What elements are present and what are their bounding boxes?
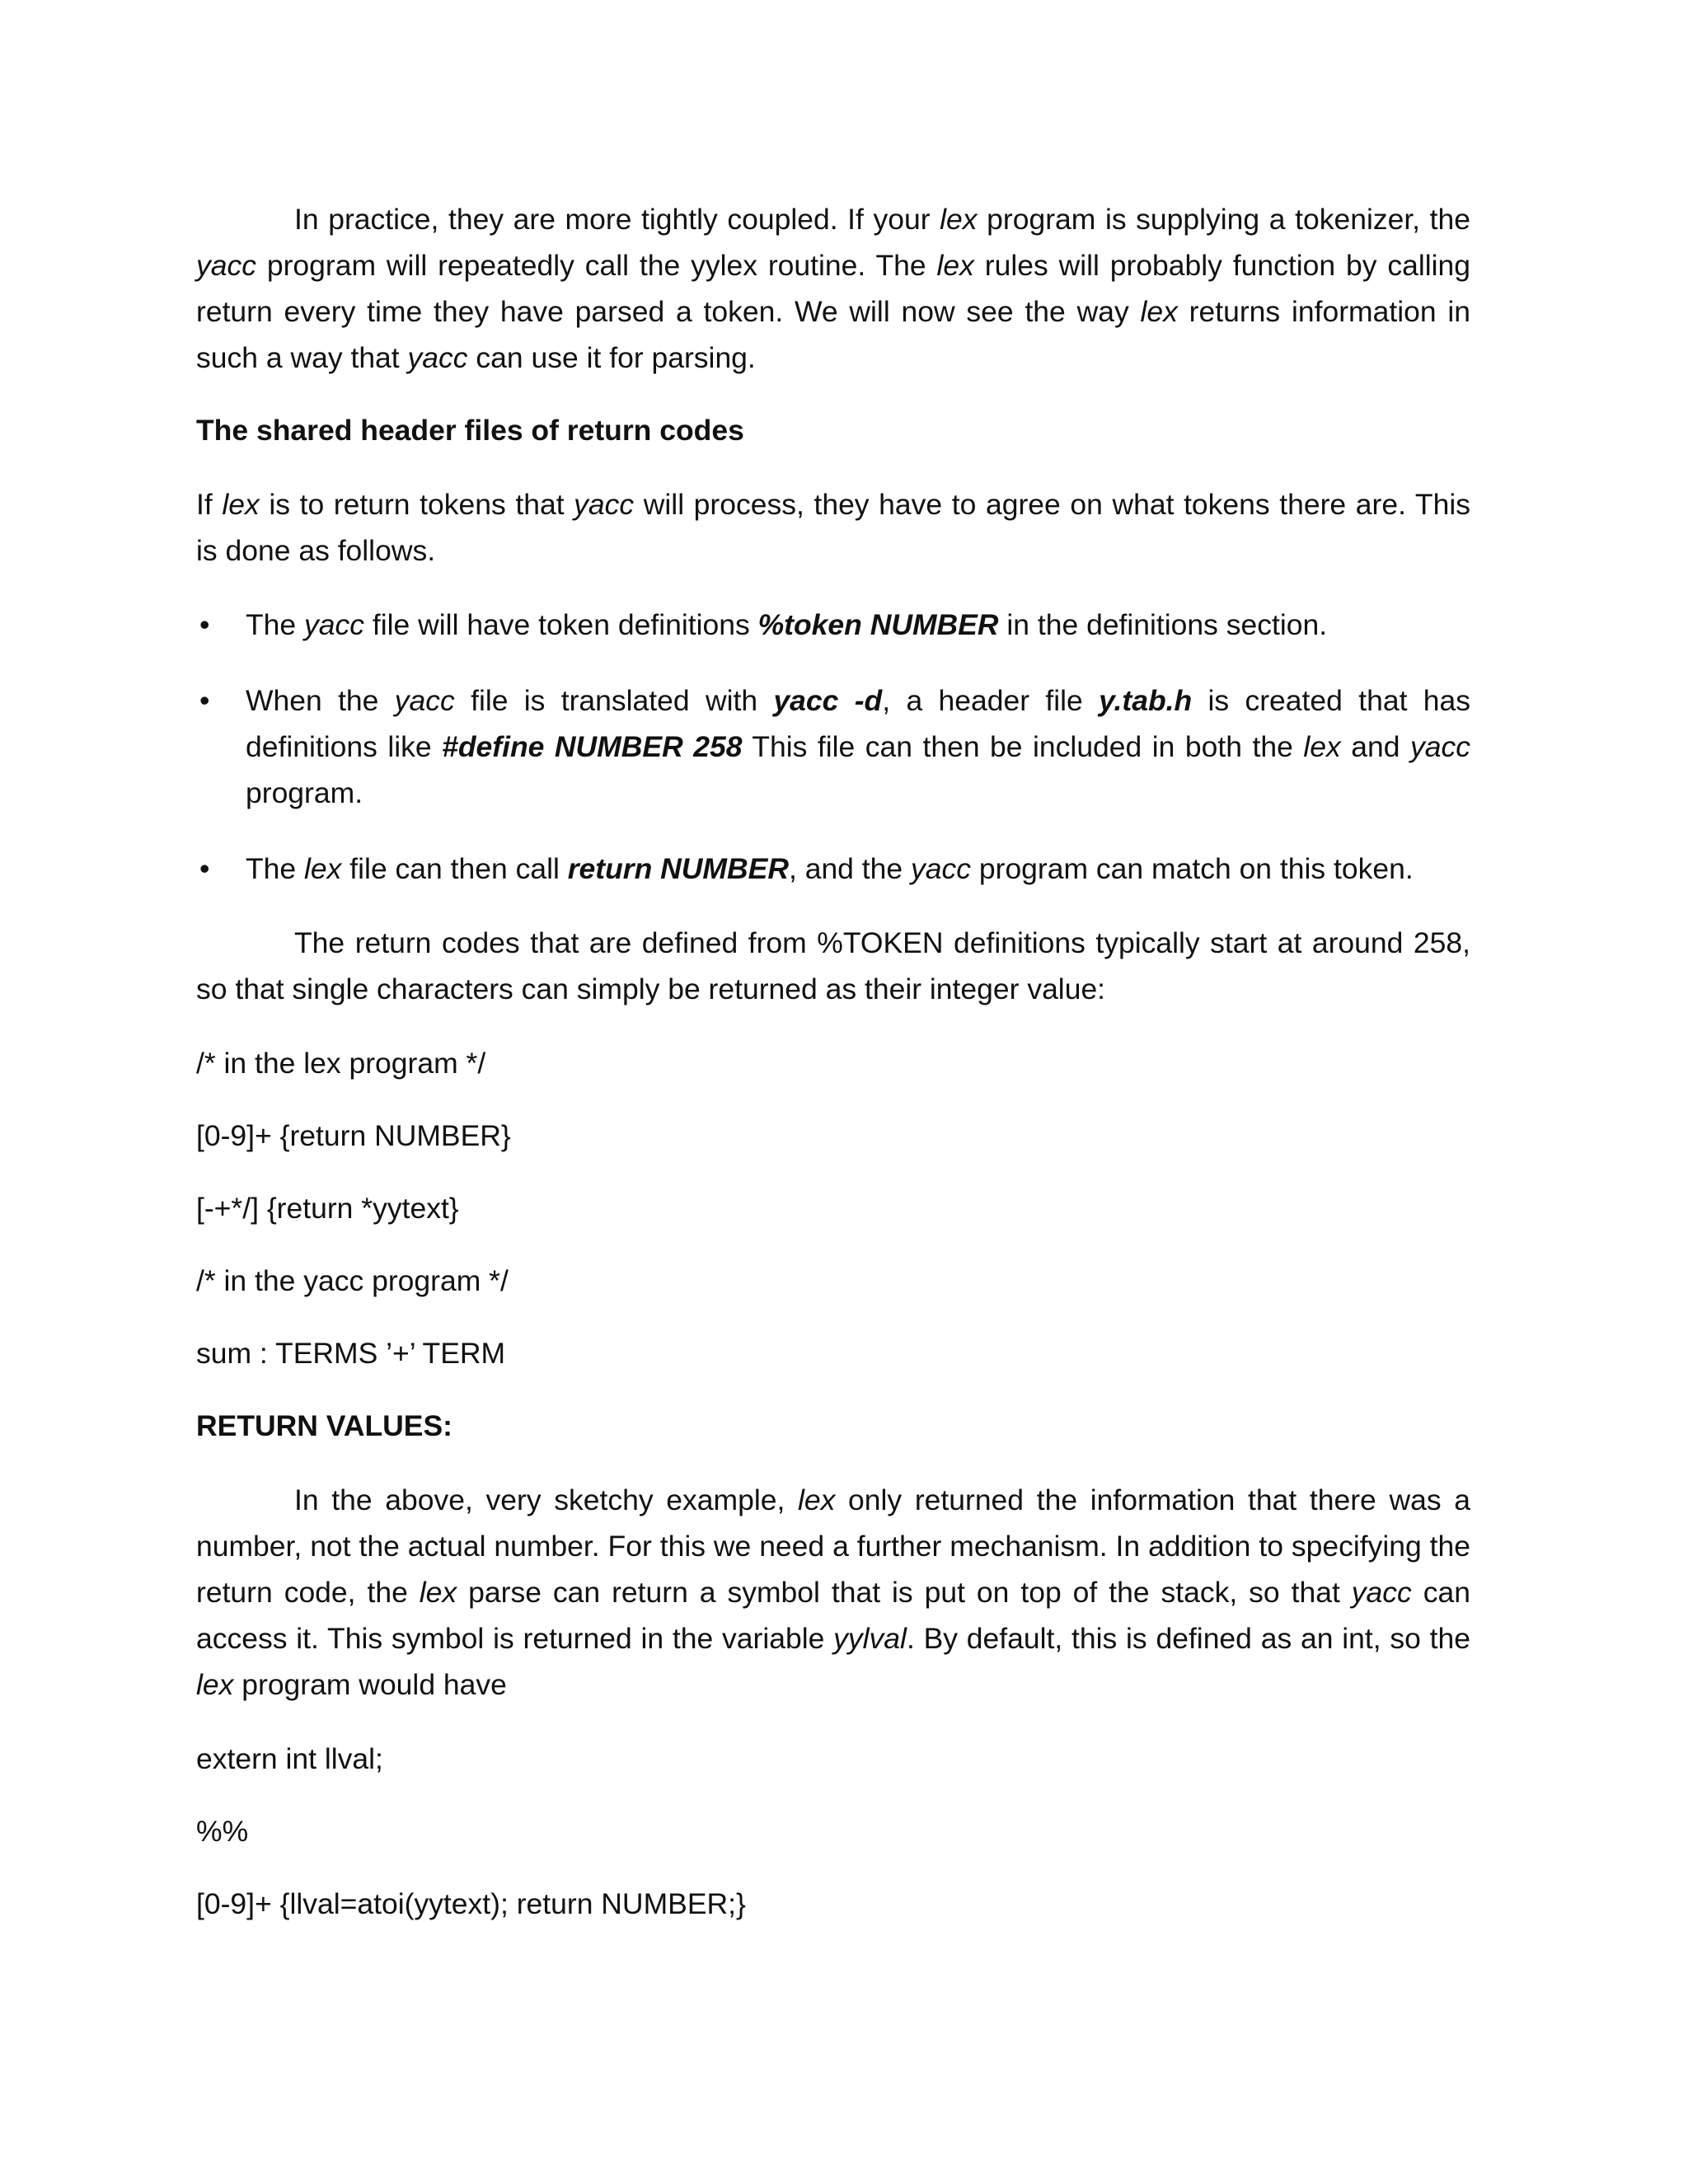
bullet-list [196, 602, 1470, 892]
return-codes-paragraph: The return codes that are defined from %TOKEN definitions typically start at around 258, so that single characters can simply be returned as their integer value: [196, 926, 1470, 1005]
list-item: • When the yacc file is translated with yacc -d, a header file y.tab.h is created that has definitions like #define NUMBER 258 This file can then be included in both the lex and yacc program. [196, 677, 1470, 816]
intro-paragraph: In practice, they are more tightly coupled. If your lex program is supplying a tokenizer, the yacc program will repeatedly call the yylex routine. The lex rules will probably function by calling return every time they have parsed a token. We will now see the way lex returns information in such a way that yacc can use it for parsing. [196, 203, 1470, 374]
yacc-term: yacc [1351, 1576, 1412, 1609]
code-line: extern int llval; [196, 1742, 383, 1775]
list-item: • The yacc file will have token definitions %token NUMBER in the definitions section. [196, 602, 1470, 648]
code-line: %% [196, 1815, 249, 1848]
lex-term: lex [936, 249, 974, 282]
code-line: [0-9]+ {return NUMBER} [196, 1119, 511, 1152]
lex-term: lex [419, 1576, 457, 1609]
lex-term: lex [304, 852, 342, 885]
section-heading-shared-header: The shared header files of return codes [196, 414, 744, 447]
yacc-term: yacc [911, 852, 972, 885]
lex-term: lex [196, 1668, 234, 1701]
code-line: sum : TERMS ’+’ TERM [196, 1337, 506, 1370]
code-line: /* in the lex program */ [196, 1047, 486, 1080]
yacc-term: yacc [407, 341, 468, 374]
bullet-icon: • [199, 852, 210, 885]
code-line: [0-9]+ {llval=atoi(yytext); return NUMBER;} [196, 1887, 746, 1920]
code-line: /* in the yacc program */ [196, 1264, 509, 1297]
lex-term: lex [222, 488, 260, 521]
header-file-name: y.tab.h [1099, 684, 1193, 717]
yacc-term: yacc [304, 608, 365, 641]
define-code: #define NUMBER 258 [442, 730, 743, 763]
return-values-paragraph: In the above, very sketchy example, lex only returned the information that there was a number, not the actual number. For this we need a further mechanism. In addition to specifying the return code, the lex parse can return a symbol that is put on top of the stack, so that yacc can access it. This symbol is returned in the variable yylval. By default, this is defined as an int, so the lex program would have [196, 1483, 1470, 1701]
list-item: • The lex file can then call return NUMBER, and the yacc program can match on this token. [196, 846, 1470, 892]
lex-term: lex [797, 1483, 836, 1516]
bullet-icon: • [199, 684, 210, 717]
yacc-term: yacc [196, 249, 256, 282]
token-code: %token NUMBER [757, 608, 999, 641]
yylval-term: yylval [833, 1622, 907, 1655]
yacc-term: yacc [394, 684, 455, 717]
code-line: [-+*/] {return *yytext} [196, 1192, 459, 1225]
section-heading-return-values: RETURN VALUES: [196, 1409, 452, 1442]
return-code: return NUMBER [567, 852, 789, 885]
yacc-term: yacc [1409, 730, 1470, 763]
lex-term: lex [1303, 730, 1341, 763]
bullet-icon: • [199, 608, 210, 641]
lex-term: lex [1140, 295, 1178, 328]
lex-term: lex [940, 203, 978, 236]
tokens-agreement-paragraph: If lex is to return tokens that yacc will process, they have to agree on what tokens there are. This is done as follows. [196, 488, 1470, 567]
yacc-term: yacc [574, 488, 635, 521]
yacc-flag-code: yacc -d [773, 684, 883, 717]
page-content [196, 196, 1470, 1927]
